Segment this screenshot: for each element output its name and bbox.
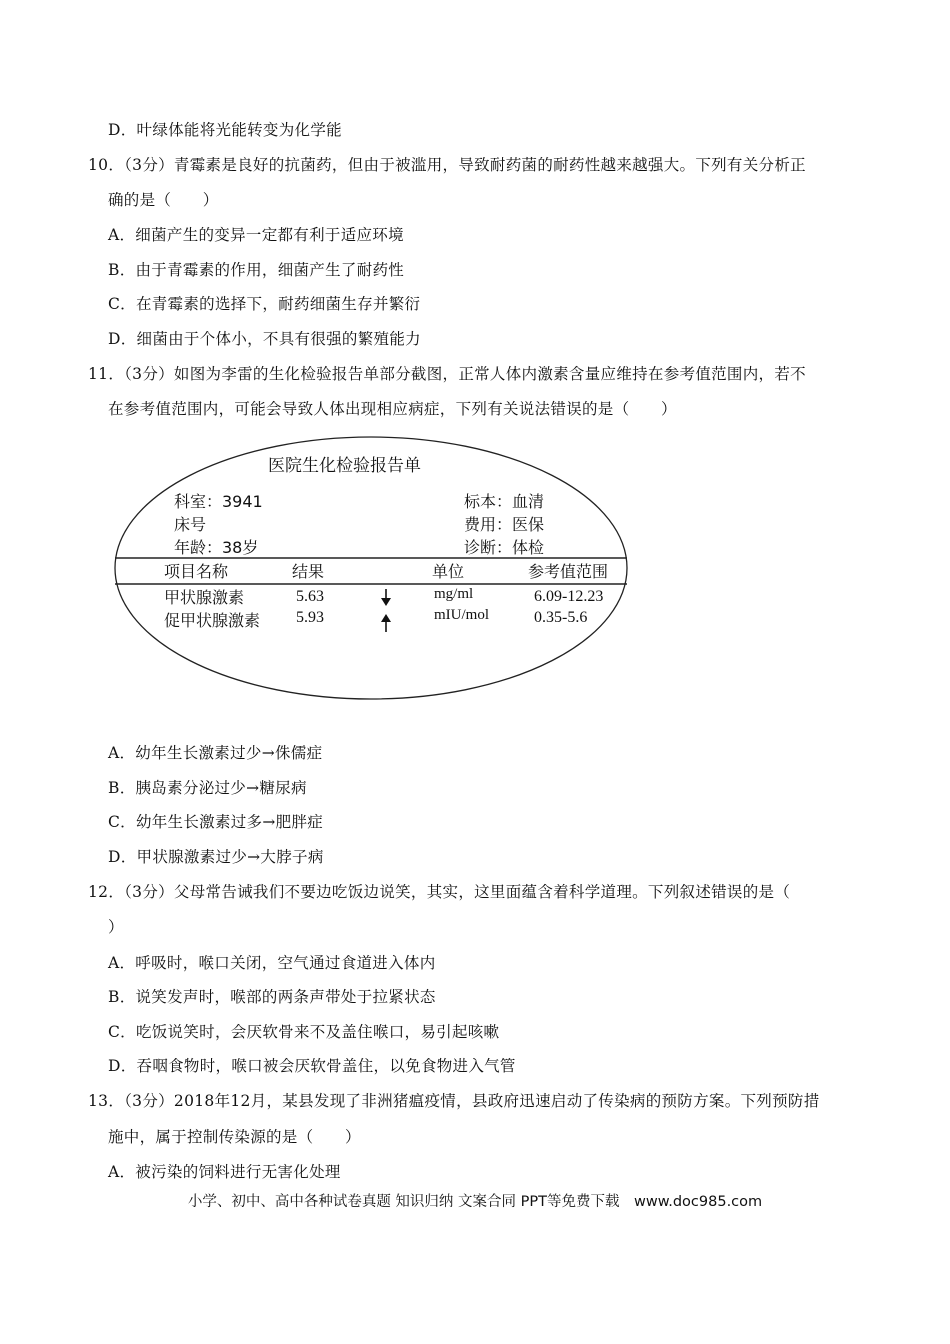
report-row1-name: 甲状腺激素 bbox=[164, 588, 245, 607]
report-fee: 费用：医保 bbox=[464, 515, 545, 534]
q10-option-a: A．细菌产生的变异一定都有利于适应环境 bbox=[108, 226, 404, 244]
q12-option-b: B．说笑发声时，喉部的两条声带处于拉紧状态 bbox=[108, 988, 436, 1006]
report-header-range: 参考值范围 bbox=[528, 562, 609, 581]
q9-option-d: D．叶绿体能将光能转变为化学能 bbox=[108, 121, 342, 139]
q11-option-b: B．胰岛素分泌过少→糖尿病 bbox=[108, 779, 307, 797]
q13-stem-line2: 施中，属于控制传染源的是（ ） bbox=[108, 1128, 361, 1146]
report-sample: 标本：血清 bbox=[464, 492, 545, 511]
report-diagnosis: 诊断：体检 bbox=[464, 538, 545, 557]
report-row2-name: 促甲状腺激素 bbox=[164, 611, 261, 630]
q12-option-a: A．呼吸时，喉口关闭，空气通过食道进入体内 bbox=[108, 954, 436, 972]
report-row1-unit: mg/ml bbox=[434, 586, 474, 602]
report-row1-result: 5.63 bbox=[296, 588, 324, 605]
q12-stem-line2: ） bbox=[108, 918, 124, 936]
q10-stem-line2: 确的是（ ） bbox=[108, 191, 219, 209]
report-row1-range: 6.09-12.23 bbox=[534, 588, 604, 605]
report-row2-unit: mIU/mol bbox=[434, 607, 489, 623]
q10-option-d: D．细菌由于个体小，不具有很强的繁殖能力 bbox=[108, 330, 421, 348]
q11-option-a: A．幼年生长激素过少→侏儒症 bbox=[108, 744, 323, 762]
q10-stem-line1: 10．（3分）青霉素是良好的抗菌药，但由于被滥用，导致耐药菌的耐药性越来越强大。下列有关分析正 bbox=[88, 156, 806, 174]
q10-option-c: C．在青霉素的选择下，耐药细菌生存并繁衍 bbox=[108, 295, 421, 313]
report-dept: 科室：3941 bbox=[174, 492, 263, 511]
q11-option-c: C．幼年生长激素过多→肥胖症 bbox=[108, 813, 324, 831]
report-age: 年龄：38岁 bbox=[174, 538, 259, 557]
report-header-result: 结果 bbox=[292, 562, 325, 581]
arrow-down-icon bbox=[381, 589, 391, 606]
q12-option-c: C．吃饭说笑时，会厌软骨来不及盖住喉口，易引起咳嗽 bbox=[108, 1023, 500, 1041]
q10-option-b: B．由于青霉素的作用，细菌产生了耐药性 bbox=[108, 261, 405, 279]
page-footer: 小学、初中、高中各种试卷真题 知识归纳 文案合同 PPT等免费下载 www.doc985.com bbox=[187, 1194, 763, 1210]
q13-option-a: A．被污染的饲料进行无害化处理 bbox=[108, 1163, 341, 1181]
report-bed: 床号 bbox=[174, 515, 207, 534]
report-row2-result: 5.93 bbox=[296, 609, 324, 626]
q11-stem-line2: 在参考值范围内，可能会导致人体出现相应病症，下列有关说法错误的是（ ） bbox=[108, 400, 677, 418]
q12-option-d: D．吞咽食物时，喉口被会厌软骨盖住，以免食物进入气管 bbox=[108, 1057, 516, 1075]
q11-stem-line1: 11．（3分）如图为李雷的生化检验报告单部分截图，正常人体内激素含量应维持在参考值范围内，若不 bbox=[88, 365, 806, 383]
report-header-unit: 单位 bbox=[432, 562, 465, 581]
q11-option-d: D．甲状腺激素过少→大脖子病 bbox=[108, 848, 324, 866]
report-header-name: 项目名称 bbox=[164, 562, 229, 581]
report-row2-range: 0.35-5.6 bbox=[534, 609, 588, 626]
lab-report-figure bbox=[112, 434, 630, 704]
arrow-up-icon bbox=[381, 614, 391, 632]
report-title: 医院生化检验报告单 bbox=[268, 456, 421, 476]
q12-stem-line1: 12．（3分）父母常告诫我们不要边吃饭边说笑，其实，这里面蕴含着科学道理。下列叙述错误的是（ bbox=[88, 883, 791, 901]
q13-stem-line1: 13．（3分）2018年12月，某县发现了非洲猪瘟疫情，县政府迅速启动了传染病的预防方案。下列预防措 bbox=[88, 1092, 820, 1110]
